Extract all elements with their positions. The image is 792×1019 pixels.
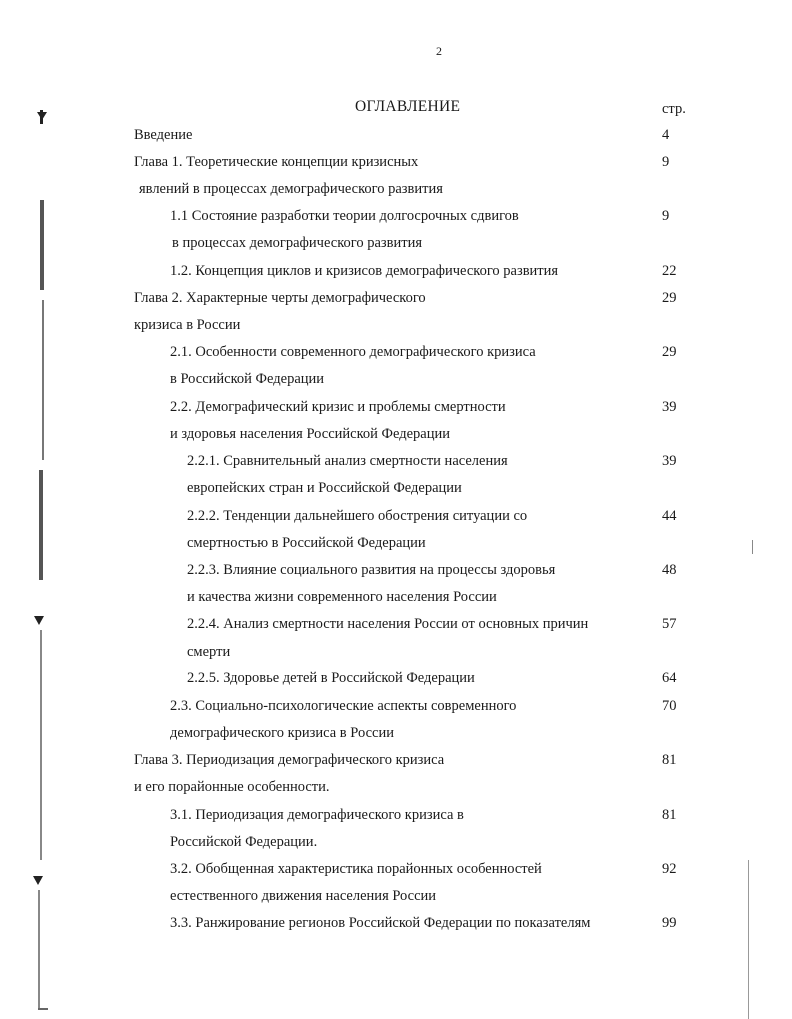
- toc-entry-2-2-5: 2.2.5. Здоровье детей в Российской Федерации: [187, 670, 475, 686]
- toc-entry-2-2: 2.2. Демографический кризис и проблемы смертности: [170, 399, 506, 415]
- scan-artifact: [748, 860, 749, 1019]
- toc-entry-chapter-1: Глава 1. Теоретические концепции кризисных: [134, 154, 419, 170]
- toc-page-number: 22: [662, 263, 677, 279]
- scan-artifact: [39, 470, 43, 580]
- toc-entry-2-3-cont: демографического кризиса в России: [170, 725, 394, 741]
- toc-entry-2-1: 2.1. Особенности современного демографического кризиса: [170, 344, 536, 360]
- toc-page-number: 29: [662, 344, 677, 360]
- toc-page-number: 70: [662, 698, 677, 714]
- toc-page-number: 81: [662, 807, 677, 823]
- toc-entry-chapter-3-cont: и его порайонные особенности.: [134, 779, 330, 795]
- toc-entry-3-1-cont: Российской Федерации.: [170, 834, 318, 850]
- toc-entry-chapter-2: Глава 2. Характерные черты демографического: [134, 290, 426, 306]
- scan-artifact: [33, 876, 43, 885]
- page-number: 2: [436, 44, 442, 58]
- toc-entry-chapter-2-cont: кризиса в России: [134, 317, 241, 333]
- toc-heading: ОГЛАВЛЕНИЕ: [355, 98, 461, 115]
- toc-entry-3-3: 3.3. Ранжирование регионов Российской Федерации по показателям: [170, 915, 591, 931]
- scan-artifact: [752, 540, 753, 554]
- toc-page-number: 81: [662, 752, 677, 768]
- scan-artifact: [38, 1008, 48, 1010]
- toc-entry-2-2-1-cont: европейских стран и Российской Федерации: [187, 480, 462, 496]
- toc-entry-2-2-3-cont: и качества жизни современного населения России: [187, 589, 497, 605]
- toc-page-number: 64: [662, 670, 677, 686]
- toc-entry-2-2-2: 2.2.2. Тенденции дальнейшего обострения ситуации со: [187, 508, 528, 524]
- toc-page-number: 9: [662, 208, 670, 224]
- toc-page-number: 48: [662, 562, 677, 578]
- toc-page-number: 99: [662, 915, 677, 931]
- toc-entry-2-2-3: 2.2.3. Влияние социального развития на процессы здоровья: [187, 562, 556, 578]
- toc-page-number: 39: [662, 399, 677, 415]
- toc-entry-1-1-cont: в процессах демографического развития: [172, 235, 423, 251]
- toc-page-number: 4: [662, 127, 670, 143]
- toc-entry-2-2-4: 2.2.4. Анализ смертности населения России от основных причин: [187, 616, 589, 632]
- page-column-label: стр.: [662, 101, 686, 117]
- scan-artifact: [42, 300, 44, 460]
- toc-entry-chapter-3: Глава 3. Периодизация демографического кризиса: [134, 752, 445, 768]
- toc-page-number: 9: [662, 154, 670, 170]
- scan-artifact: [40, 200, 44, 290]
- toc-entry-2-1-cont: в Российской Федерации: [170, 371, 325, 387]
- scan-artifact: [34, 616, 44, 625]
- toc-page-number: 29: [662, 290, 677, 306]
- toc-entry-2-2-cont: и здоровья населения Российской Федерации: [170, 426, 451, 442]
- toc-entry-2-2-1: 2.2.1. Сравнительный анализ смертности населения: [187, 453, 508, 469]
- toc-page-number: 39: [662, 453, 677, 469]
- scan-artifact: [40, 630, 42, 860]
- scan-artifact: [38, 890, 40, 1010]
- toc-entry-3-2-cont: естественного движения населения России: [170, 888, 437, 904]
- toc-entry-1-1: 1.1 Состояние разработки теории долгосрочных сдвигов: [170, 208, 519, 224]
- scan-artifact: [37, 112, 47, 120]
- toc-page-number: 57: [662, 616, 677, 632]
- toc-entry-2-2-4-cont: смерти: [187, 644, 231, 660]
- toc-entry-3-1: 3.1. Периодизация демографического кризиса в: [170, 807, 464, 823]
- toc-entry-2-3: 2.3. Социально-психологические аспекты современного: [170, 698, 517, 714]
- toc-entry-chapter-1-cont: явлений в процессах демографического развития: [139, 181, 443, 197]
- toc-entry-3-2: 3.2. Обобщенная характеристика порайонных особенностей: [170, 861, 542, 877]
- toc-entry-introduction: Введение: [134, 127, 193, 143]
- toc-entry-2-2-2-cont: смертностью в Российской Федерации: [187, 535, 426, 551]
- toc-page-number: 92: [662, 861, 677, 877]
- toc-entry-1-2: 1.2. Концепция циклов и кризисов демографического развития: [170, 263, 559, 279]
- toc-page-number: 44: [662, 508, 677, 524]
